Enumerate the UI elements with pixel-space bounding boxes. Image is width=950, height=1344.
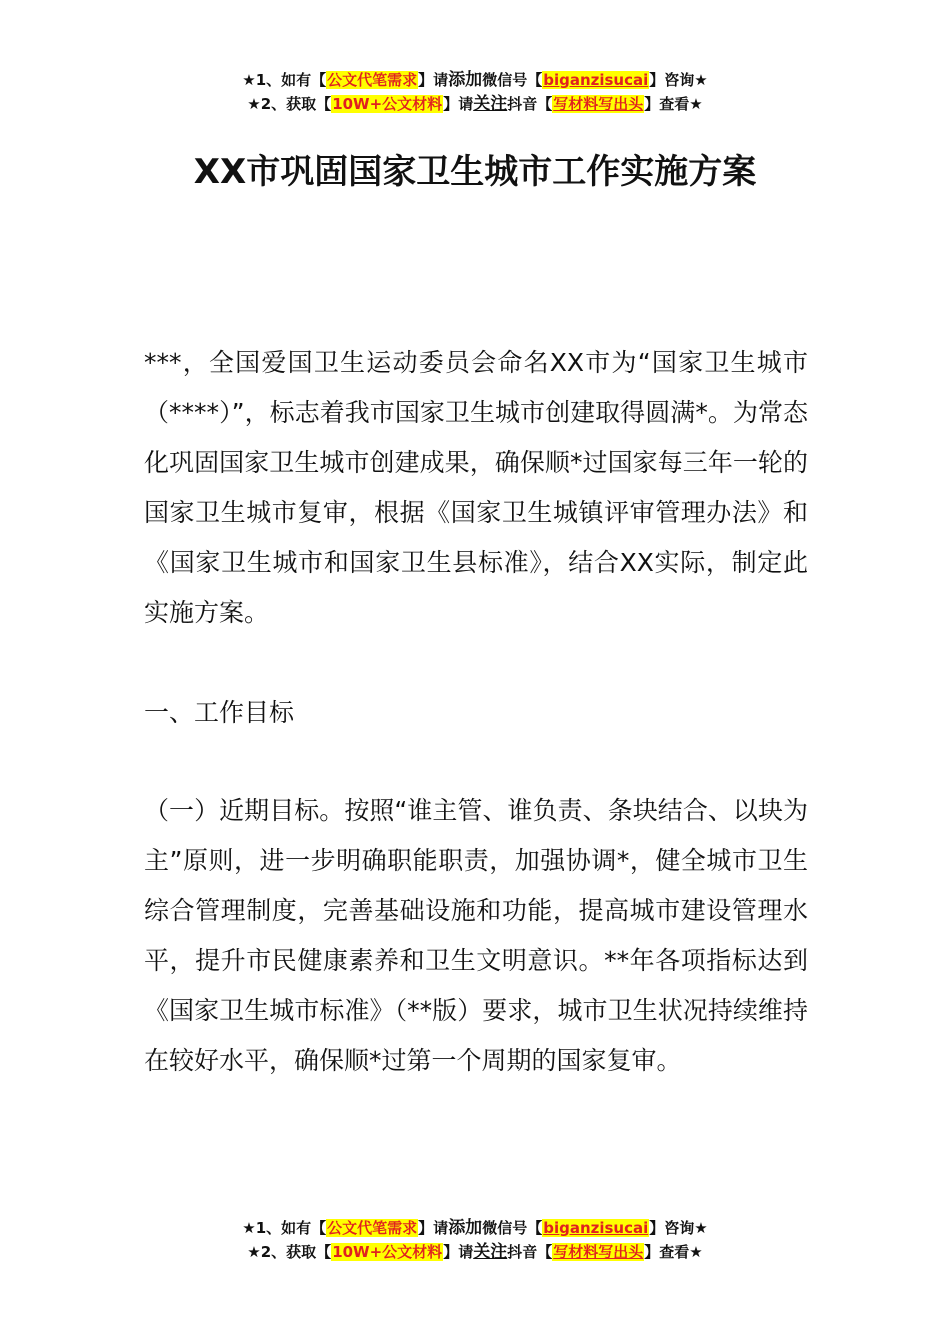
promo-line-2-emphasis: 关注	[473, 94, 508, 114]
promo-line-2-middle-2: 抖音【	[507, 95, 553, 113]
promo-line-2	[0, 1240, 950, 1264]
promo-highlight-service: 公文代笔需求	[327, 71, 418, 89]
promo-line-2-suffix: 】查看★	[644, 95, 703, 113]
promo-line-1-emphasis: 添加	[448, 1218, 483, 1238]
promo-line-2-prefix: ★2、获取【	[247, 1243, 332, 1261]
promo-line-2	[0, 92, 950, 116]
promo-line-1-suffix: 】咨询★	[649, 1219, 708, 1237]
promo-wechat-id-link[interactable]: biganzisucai	[543, 1219, 649, 1237]
promo-line-2-middle: 】请	[443, 95, 474, 113]
promo-banner-top	[0, 68, 950, 116]
promo-banner-bottom	[0, 1216, 950, 1264]
near-term-goal-text: （一）近期目标。按照“谁主管、谁负责、条块结合、以块为主”原则，进一步明确职能职责，加强协调*，健全城市卫生综合管理制度，完善基础设施和功能，提高城市建设管理水平，提升市民健康素养和卫生文明意识。**年各项指标达到《国家卫生城市标准》（**版）要求，城市卫生状况持续维持在较好水平，确保顺*过第一个周期的国家复审。	[144, 796, 808, 1075]
promo-line-1	[0, 68, 950, 92]
intro-paragraph	[144, 338, 808, 638]
promo-douyin-account-link[interactable]: 写材料写出头	[553, 95, 644, 113]
promo-line-2-middle-2: 抖音【	[507, 1243, 553, 1261]
near-term-goal-paragraph	[144, 786, 808, 1086]
section-heading-goals	[144, 688, 808, 738]
promo-line-1	[0, 1216, 950, 1240]
section-heading-text: 一、工作目标	[144, 698, 295, 727]
promo-line-1-middle: 】请	[418, 71, 449, 89]
promo-wechat-id-link[interactable]: biganzisucai	[543, 71, 649, 89]
promo-line-1-middle-2: 微信号【	[482, 71, 543, 89]
promo-douyin-account-link[interactable]: 写材料写出头	[553, 1243, 644, 1261]
promo-line-2-suffix: 】查看★	[644, 1243, 703, 1261]
promo-line-1-suffix: 】咨询★	[649, 71, 708, 89]
promo-line-2-middle: 】请	[443, 1243, 474, 1261]
promo-highlight-service: 公文代笔需求	[327, 1219, 418, 1237]
promo-line-1-middle: 】请	[418, 1219, 449, 1237]
promo-line-2-prefix: ★2、获取【	[247, 95, 332, 113]
promo-highlight-materials: 10W+公文材料	[332, 1243, 443, 1261]
promo-line-1-emphasis: 添加	[448, 70, 483, 90]
promo-line-2-emphasis: 关注	[473, 1242, 508, 1262]
promo-line-1-middle-2: 微信号【	[482, 1219, 543, 1237]
document-title: XX市巩固国家卫生城市工作实施方案	[193, 152, 757, 192]
promo-highlight-materials: 10W+公文材料	[332, 95, 443, 113]
promo-line-1-prefix: ★1、如有【	[242, 1219, 327, 1237]
promo-line-1-prefix: ★1、如有【	[242, 71, 327, 89]
intro-text: ***，全国爱国卫生运动委员会命名XX市为“国家卫生城市（****）”，标志着我市国家卫生城市创建取得圆满*。为常态化巩固国家卫生城市创建成果，确保顺*过国家每三年一轮的国家卫生城市复审，根据《国家卫生城镇评审管理办法》和《国家卫生城市和国家卫生县标准》，结合XX实际，制定此实施方案。	[144, 348, 808, 627]
